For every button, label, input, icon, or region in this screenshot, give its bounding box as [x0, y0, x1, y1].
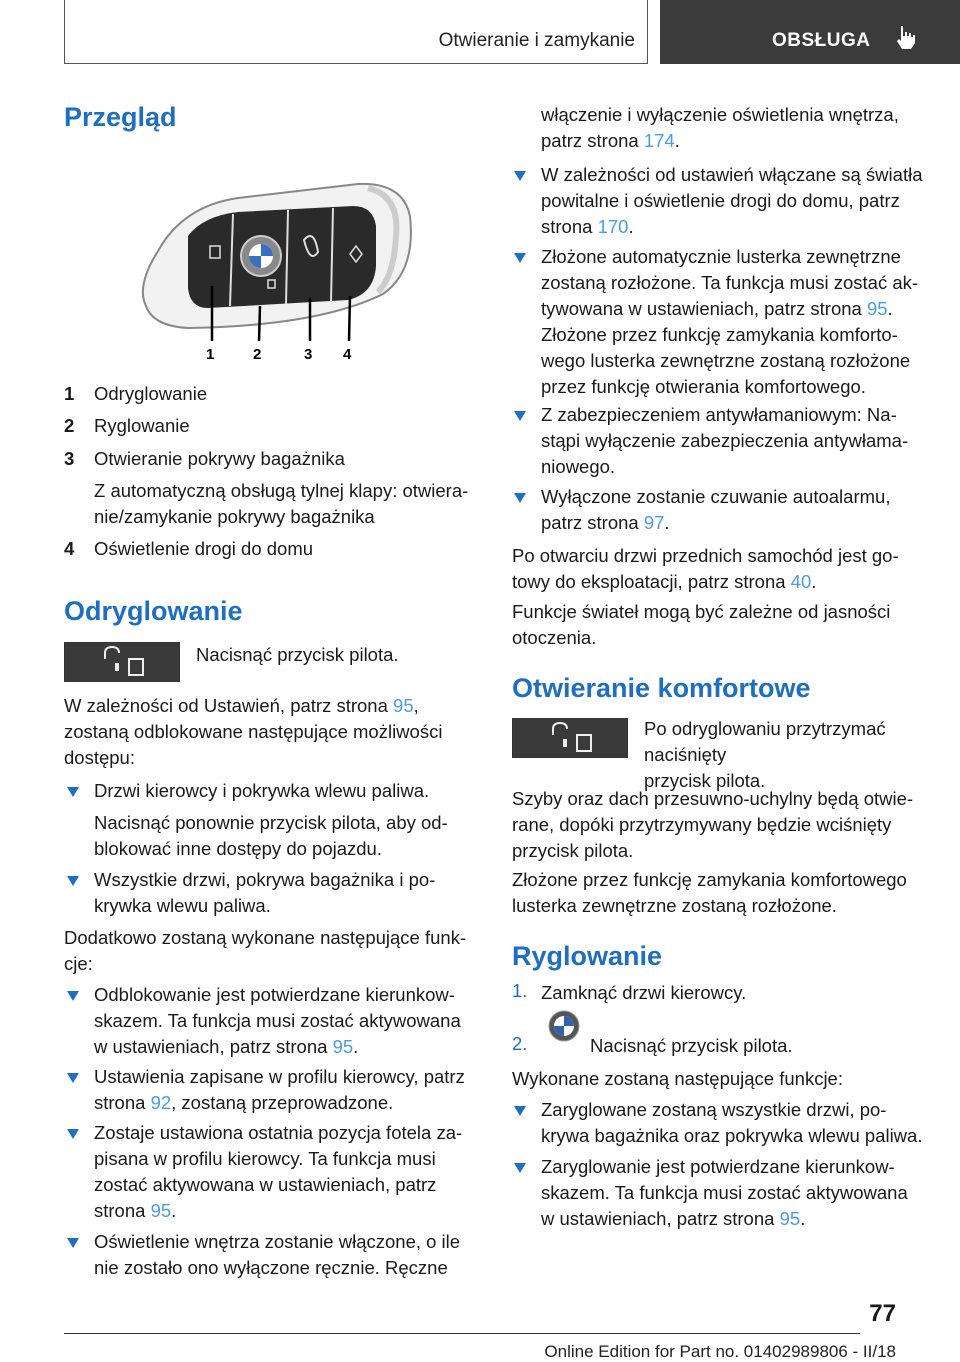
list-item: Odryglowanie	[94, 383, 208, 404]
text: strona	[541, 216, 598, 237]
text: dostępu:	[64, 747, 135, 768]
text: stąpi wyłączenie zabezpieczenia antywłama-	[541, 430, 909, 451]
page-reference-link[interactable]: 40	[790, 571, 812, 592]
bullet-triangle-icon	[514, 493, 526, 503]
text: Zostaje ustawiona ostatnia pozycja fotela za-	[94, 1122, 463, 1143]
page-reference-link[interactable]: 174	[643, 130, 675, 151]
text: pisana w profilu kierowcy. Ta funkcja musi	[94, 1148, 436, 1169]
text: Dodatkowo zostaną wykonane następujące funk-	[64, 927, 467, 948]
text: .	[811, 571, 817, 592]
bullet-triangle-icon	[67, 1129, 79, 1139]
text: .	[628, 216, 634, 237]
heading-odryglowanie: Odryglowanie	[64, 596, 243, 626]
text: przycisk pilota.	[644, 770, 766, 791]
page-reference-link[interactable]: 170	[597, 216, 629, 237]
heading-ryglowanie: Ryglowanie	[512, 941, 663, 971]
list-item: nie/zamykanie pokrywy bagażnika	[94, 506, 375, 527]
text: włączenie i wyłączenie oświetlenia wnętrza,	[541, 104, 899, 125]
text: wego lusterka zewnętrzne zostaną rozłożone	[541, 350, 911, 371]
text: Zaryglowanie jest potwierdzane kierunkow-	[541, 1156, 895, 1177]
text: .	[353, 1036, 359, 1057]
list-item: Ryglowanie	[94, 415, 190, 436]
bullet-continuation	[94, 810, 484, 862]
bullet-item	[541, 484, 941, 536]
text: powitalne i oświetlenie drogi do domu, patrz	[541, 190, 900, 211]
comfort-instruction	[644, 716, 944, 794]
step-number: 1.	[512, 980, 528, 1001]
text: .	[800, 1208, 806, 1229]
page-reference-link[interactable]: 97	[643, 512, 665, 533]
text: niowego.	[541, 456, 616, 477]
list-number: 2	[64, 415, 75, 436]
text: otoczenia.	[512, 627, 597, 648]
page-reference-link[interactable]: 92	[150, 1092, 172, 1113]
header-title-box	[64, 0, 648, 64]
text: Złożone automatycznie lusterka zewnętrzne	[541, 246, 901, 267]
figure-label: 1	[206, 346, 215, 363]
paragraph	[64, 693, 480, 771]
text: skazem. Ta funkcja musi zostać aktywowana	[541, 1182, 908, 1203]
text: Z zabezpieczeniem antywłamaniowym: Na-	[541, 404, 897, 425]
text: patrz strona	[541, 512, 644, 533]
bullet-item	[541, 1097, 951, 1149]
text: Oświetlenie wnętrza zostanie włączone, o ile	[94, 1231, 461, 1252]
bullet-continuation	[541, 102, 941, 154]
text: tywowana w ustawieniach, patrz strona	[541, 298, 867, 319]
list-item: Otwieranie pokrywy bagażnika	[94, 448, 345, 469]
bullet-triangle-icon	[514, 171, 526, 181]
bullet-triangle-icon	[67, 991, 79, 1001]
bullet-triangle-icon	[514, 411, 526, 421]
paragraph	[512, 599, 942, 651]
text: Wszystkie drzwi, pokrywa bagażnika i po-	[94, 869, 436, 890]
bullet-triangle-icon	[514, 1163, 526, 1173]
text: krywka wlewu paliwa.	[94, 895, 271, 916]
step-number: 2.	[512, 1033, 528, 1054]
hand-pointer-icon	[894, 24, 918, 50]
page-reference-link[interactable]: 95	[332, 1036, 354, 1057]
text: lusterka zewnętrzne zostaną rozłożone.	[512, 895, 837, 916]
unlock-instruction: Nacisnąć przycisk pilota.	[196, 644, 399, 665]
bullet-item	[541, 244, 941, 400]
unlock-button-image	[512, 718, 628, 758]
list-item: Z automatyczną obsługą tylnej klapy: otwiera-	[94, 480, 469, 501]
text: .	[674, 130, 680, 151]
bullet-triangle-icon	[67, 1238, 79, 1248]
page-reference-link[interactable]: 95	[779, 1208, 801, 1229]
bullet-triangle-icon	[514, 253, 526, 263]
bullet-item	[94, 982, 484, 1060]
key-fob-figure	[128, 176, 418, 366]
text: przycisk pilota.	[512, 840, 634, 861]
text: Złożone przez funkcję zamykania komforto-	[541, 324, 898, 345]
text: nie zostało ono wyłączone ręcznie. Ręczne	[94, 1257, 448, 1278]
text: W zależności od ustawień włączane są światła	[541, 164, 923, 185]
paragraph	[512, 867, 942, 919]
text: w ustawieniach, patrz strona	[94, 1036, 333, 1057]
text: W zależności od Ustawień, patrz strona	[64, 695, 394, 716]
paragraph: Wykonane zostaną następujące funkcje:	[512, 1068, 843, 1089]
chapter-title: Otwieranie i zamykanie	[438, 30, 635, 51]
text: Złożone przez funkcję zamykania komfortowego	[512, 869, 907, 890]
text: Wyłączone zostanie czuwanie autoalarmu,	[541, 486, 891, 507]
bullet-item	[94, 1120, 484, 1224]
text: skazem. Ta funkcja musi zostać aktywowana	[94, 1010, 461, 1031]
text: przez funkcję otwierania komfortowego.	[541, 376, 866, 397]
text: ,	[413, 695, 419, 716]
list-number: 3	[64, 448, 75, 469]
text: krywa bagażnika oraz pokrywka wlewu paliwa.	[541, 1125, 923, 1146]
text: towy do eksploatacji, patrz strona	[512, 571, 791, 592]
text: rane, dopóki przytrzymywany będzie wciśnięty	[512, 814, 892, 835]
unlock-icon	[513, 719, 629, 759]
text: Nacisnąć ponownie przycisk pilota, aby od-	[94, 812, 448, 833]
figure-label: 4	[343, 346, 352, 363]
step-text: Nacisnąć przycisk pilota.	[590, 1035, 793, 1056]
footer-edition: Online Edition for Part no. 01402989806 - II/18	[544, 1342, 896, 1361]
page-reference-link[interactable]: 95	[150, 1200, 172, 1221]
text: .	[887, 298, 893, 319]
bullet-triangle-icon	[514, 1106, 526, 1116]
text: Po odryglowaniu przytrzymać naciśnięty	[644, 718, 886, 765]
header-section-box	[660, 0, 960, 64]
text: , zostaną przeprowadzone.	[171, 1092, 394, 1113]
text: zostać aktywowana w ustawieniach, patrz	[94, 1174, 437, 1195]
bullet-triangle-icon	[67, 787, 79, 797]
page-reference-link[interactable]: 95	[866, 298, 888, 319]
bullet-triangle-icon	[67, 876, 79, 886]
step-text: Zamknąć drzwi kierowcy.	[541, 982, 747, 1003]
paragraph	[512, 543, 942, 595]
text: zostaną odblokowane następujące możliwości	[64, 721, 443, 742]
figure-label: 3	[304, 346, 313, 363]
text: blokować inne dostępy do pojazdu.	[94, 838, 382, 859]
bullet-item	[94, 1064, 484, 1116]
list-item: Oświetlenie drogi do domu	[94, 538, 314, 559]
text: Szyby oraz dach przesuwno-uchylny będą otwie-	[512, 788, 914, 809]
bullet-item	[94, 778, 484, 804]
text: zostaną rozłożone. Ta funkcja musi zostać ak-	[541, 272, 919, 293]
bullet-item	[541, 162, 941, 240]
text: cje:	[64, 953, 93, 974]
bullet-item	[94, 1229, 484, 1281]
text: .	[171, 1200, 177, 1221]
text: Po otwarciu drzwi przednich samochód jest go-	[512, 545, 899, 566]
section-title: OBSŁUGA	[772, 30, 871, 51]
list-number: 4	[64, 538, 75, 559]
text: Ustawienia zapisane w profilu kierowcy, patrz	[94, 1066, 465, 1087]
text: strona	[94, 1092, 151, 1113]
footer-divider	[64, 1333, 860, 1334]
bmw-logo-icon	[548, 1010, 580, 1042]
page-number: 77	[869, 1300, 896, 1327]
paragraph	[64, 925, 480, 977]
list-number: 1	[64, 383, 75, 404]
text: Odblokowanie jest potwierdzane kierunkow-	[94, 984, 455, 1005]
heading-otwieranie-komfortowe: Otwieranie komfortowe	[512, 673, 811, 703]
figure-label: 2	[253, 346, 262, 363]
unlock-button-image	[64, 642, 180, 682]
paragraph	[512, 786, 942, 864]
text: Drzwi kierowcy i pokrywka wlewu paliwa.	[94, 780, 430, 801]
bullet-item	[541, 402, 941, 480]
text: .	[664, 512, 670, 533]
text: Zaryglowane zostaną wszystkie drzwi, po-	[541, 1099, 887, 1120]
bullet-item	[541, 1154, 941, 1232]
text: strona	[94, 1200, 151, 1221]
text: Funkcje świateł mogą być zależne od jasności	[512, 601, 891, 622]
page-reference-link[interactable]: 95	[393, 695, 414, 716]
heading-przeglad: Przegląd	[64, 102, 177, 132]
bullet-triangle-icon	[67, 1073, 79, 1083]
unlock-icon	[65, 643, 181, 683]
text: patrz strona	[541, 130, 644, 151]
bullet-item	[94, 867, 484, 919]
text: w ustawieniach, patrz strona	[541, 1208, 780, 1229]
